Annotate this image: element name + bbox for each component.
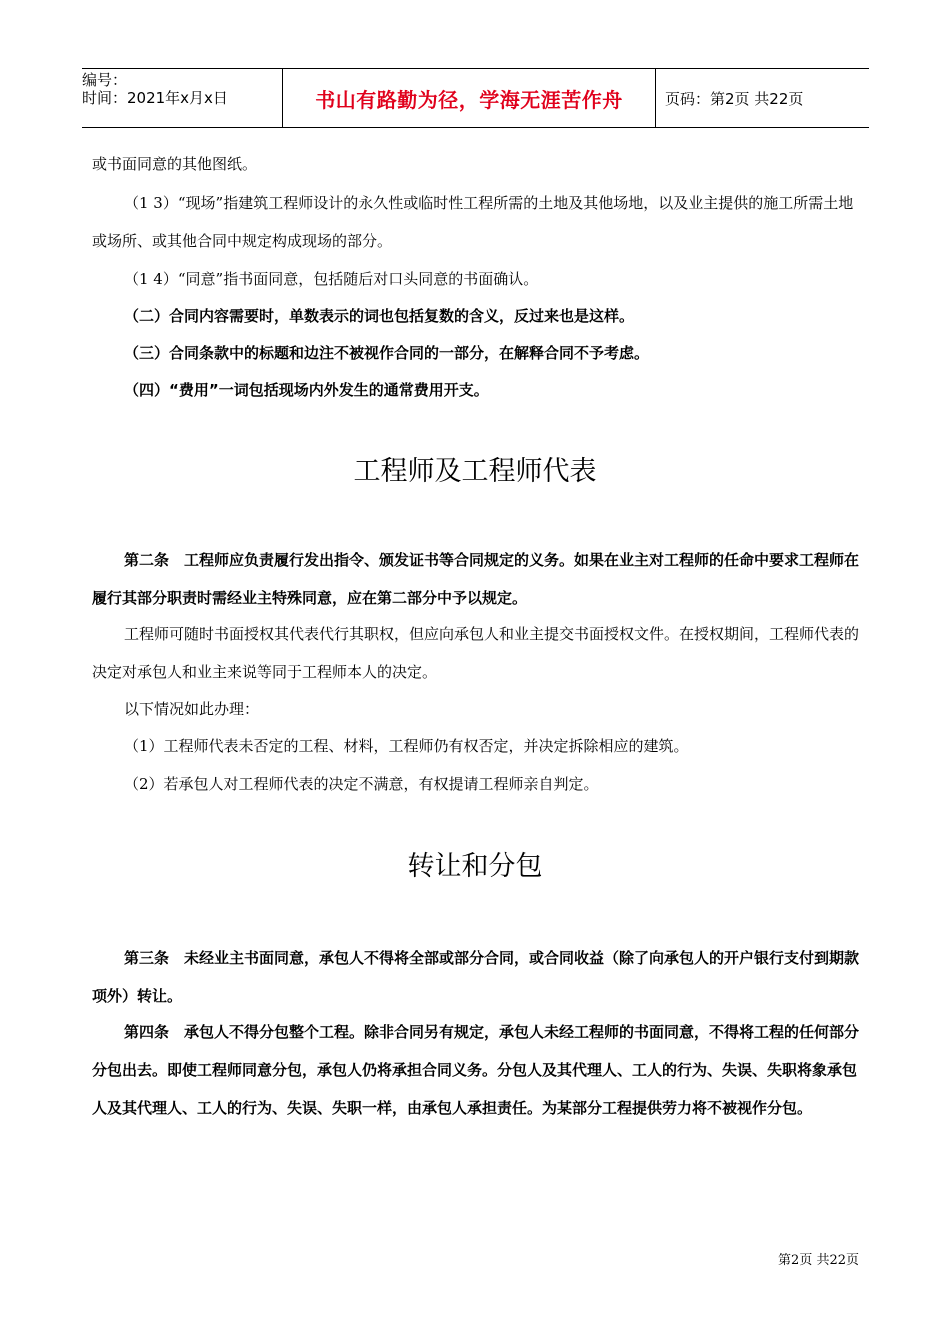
article-paragraph: 第三条 未经业主书面同意，承包人不得将全部或部分合同，或合同收益（除了向承包人的开户银行支付到期款项外）转让。 [92,949,860,1005]
header-meta [82,69,282,127]
paragraph: （二）合同内容需要时，单数表示的词也包括复数的含义，反过来也是这样。 [124,307,635,325]
paragraph: （四）“费用”一词包括现场内外发生的通常费用开支。 [124,381,489,399]
section-title: 转让和分包 [407,851,543,882]
footer-page-number: 第2页 共22页 [778,1253,859,1268]
paragraph: （1 4）“同意”指书面同意，包括随后对口头同意的书面确认。 [124,270,539,288]
document-number-label: 编号： [82,71,128,89]
paragraph: （三）合同条款中的标题和边注不被视作合同的一部分，在解释合同不予考虑。 [124,344,650,362]
paragraph: （2）若承包人对工程师代表的决定不满意，有权提请工程师亲自判定。 [124,775,599,793]
document-time-label: 时间：2021年x月x日 [82,89,228,107]
header-page-number: 页码：第2页 共22页 [665,89,804,108]
paragraph: （1 3）“现场”指建筑工程师设计的永久性或临时性工程所需的土地及其他场地，以及业主提供的施工所需土地或场所、或其他合同中规定构成现场的部分。 [92,194,854,250]
paragraph: 以下情况如此办理： [124,700,260,718]
paragraph: （1）工程师代表未否定的工程、材料，工程师仍有权否定，并决定拆除相应的建筑。 [124,737,689,755]
paragraph: 工程师可随时书面授权其代表代行其职权，但应向承包人和业主提交书面授权文件。在授权期间，工程师代表的决定对承包人和业主来说等同于工程师本人的决定。 [92,625,860,681]
article-paragraph: 第二条 工程师应负责履行发出指令、颁发证书等合同规定的义务。如果在业主对工程师的任命中要求工程师在履行其部分职责时需经业主特殊同意，应在第二部分中予以规定。 [92,551,860,607]
header-motto: 书山有路勤为径，学海无涯苦作舟 [282,69,656,127]
paragraph: 或书面同意的其他图纸。 [92,155,258,173]
document-header [82,68,869,128]
article-paragraph: 第四条 承包人不得分包整个工程。除非合同另有规定，承包人未经工程师的书面同意，不得将工程的任何部分分包出去。即使工程师同意分包，承包人仍将承担合同义务。分包人及其代理人、工人的行为、失误、失职将象承包人及其代理人、工人的行为、失误、失职一样，由承包人承担责任。为某部分工程提供劳力将不被视作分包。 [92,1023,860,1117]
section-title: 工程师及工程师代表 [353,456,597,487]
